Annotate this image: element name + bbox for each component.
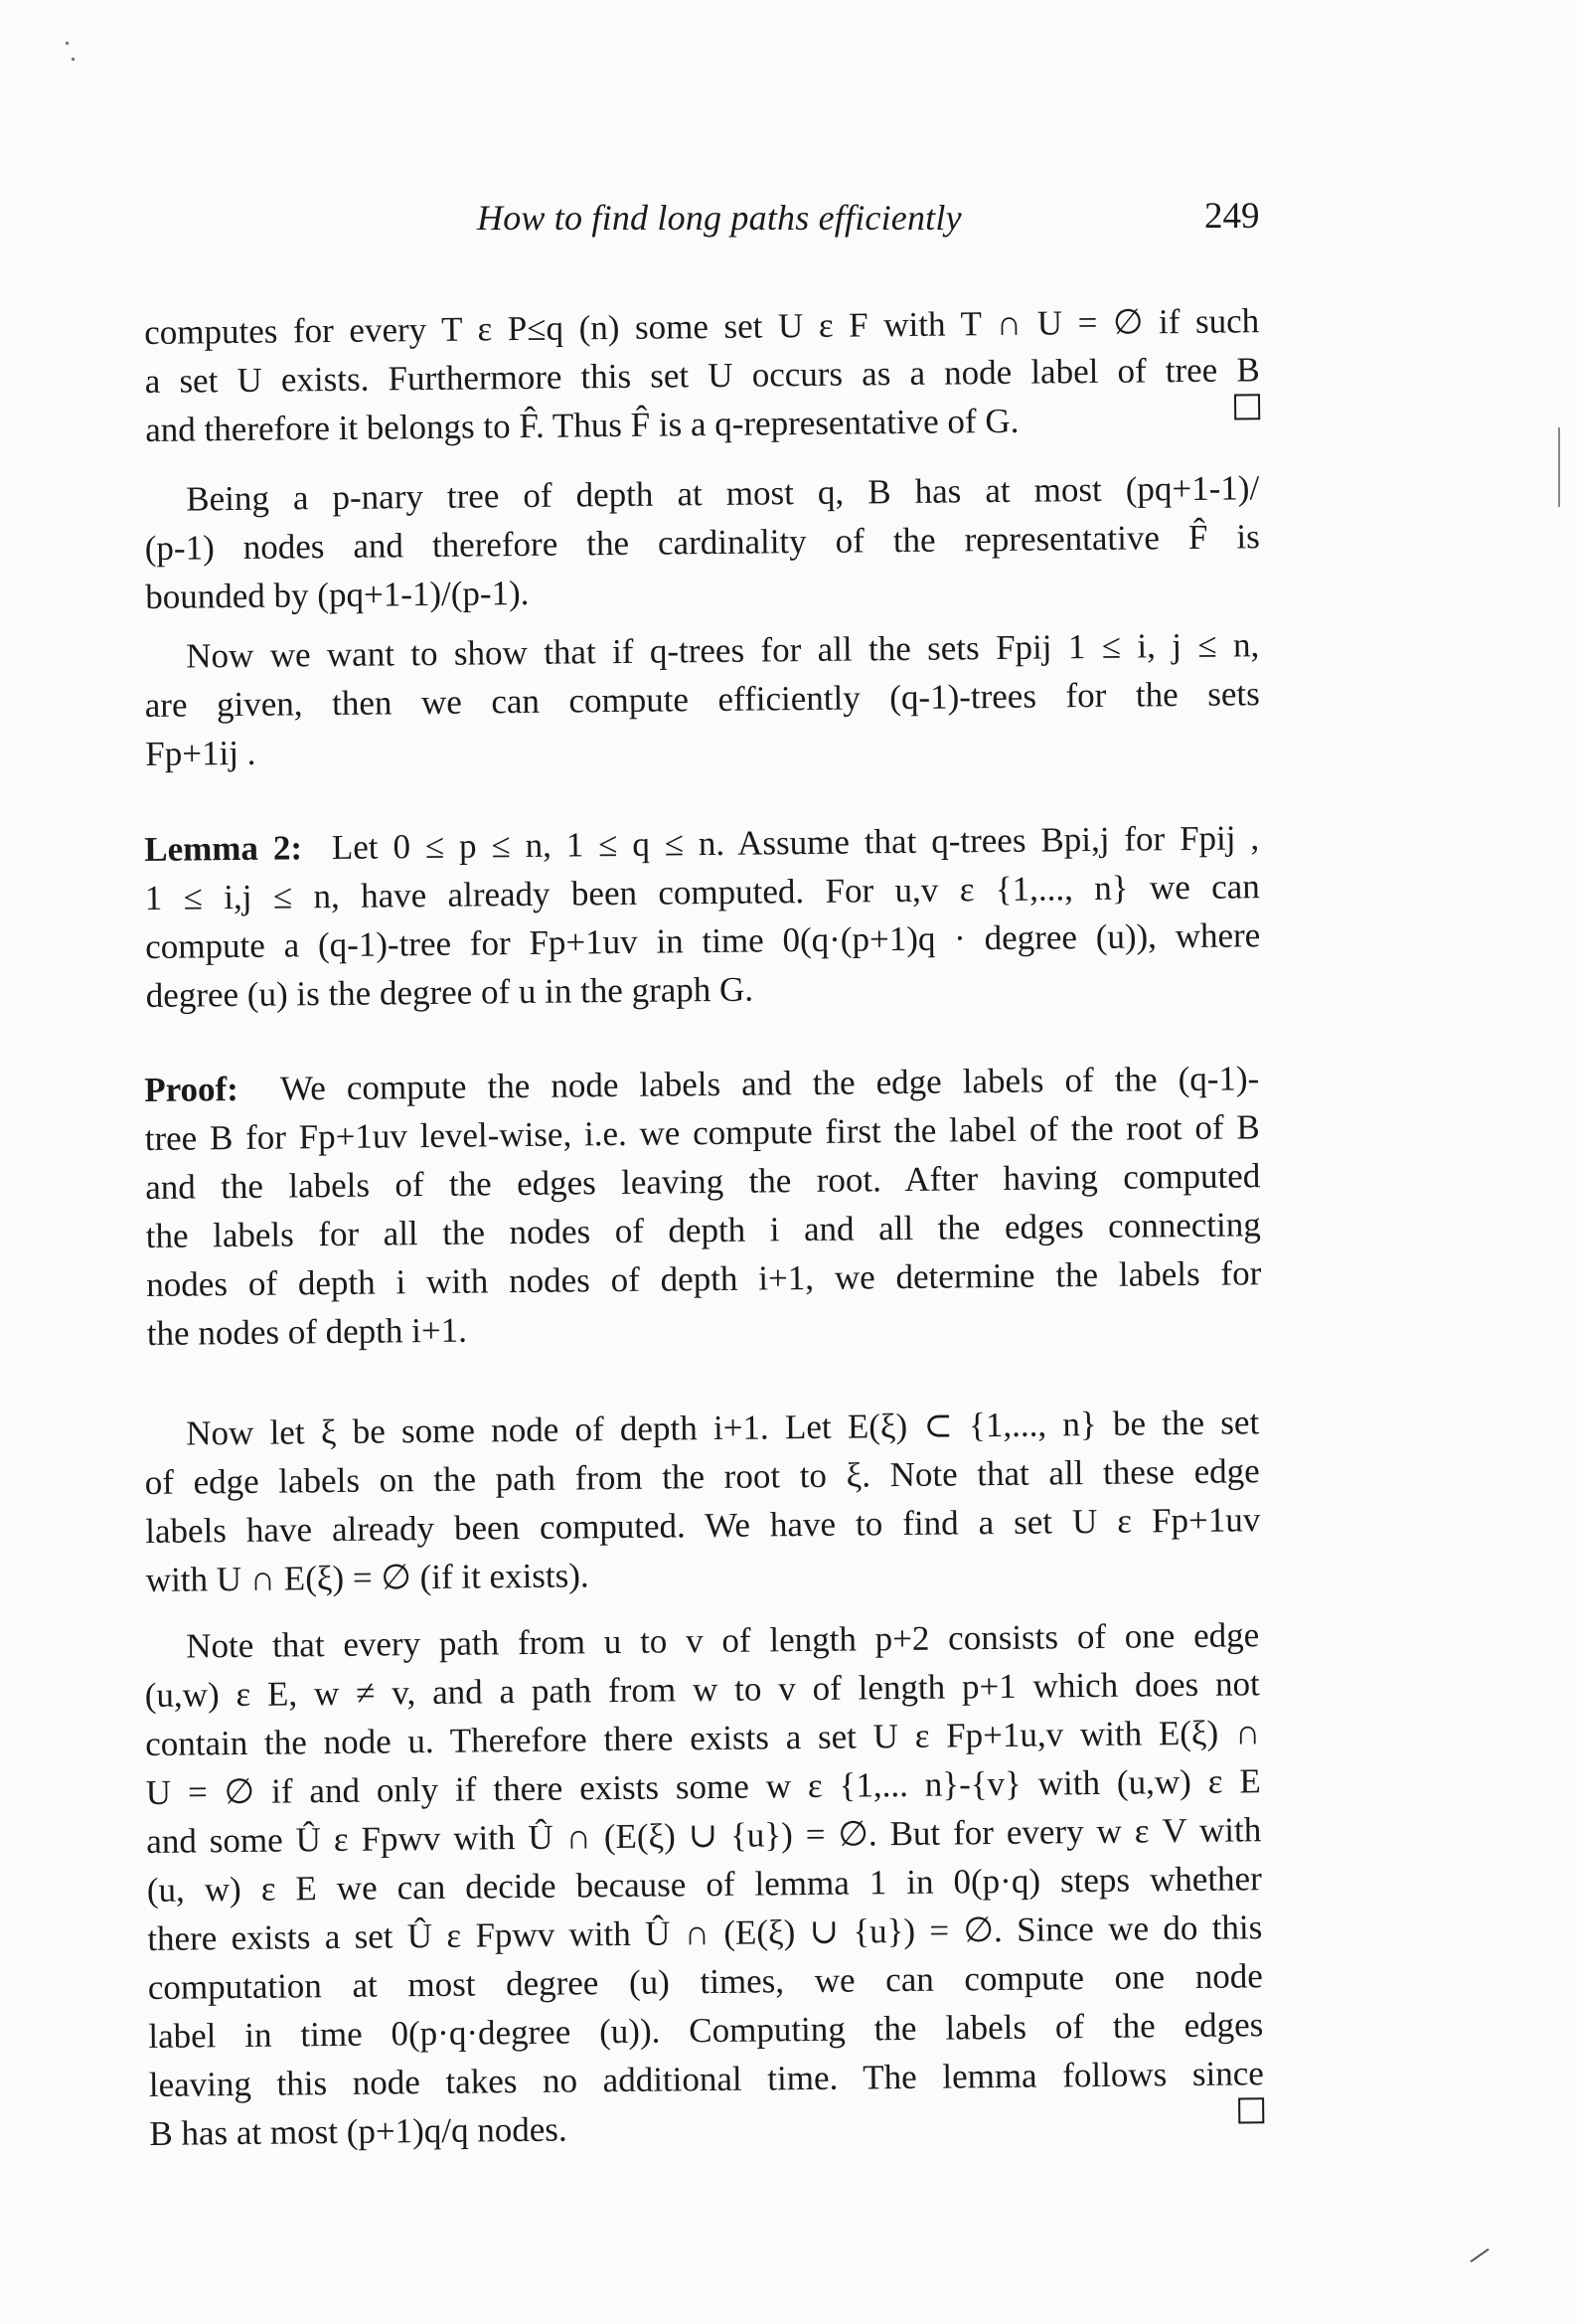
text-line: Now we want to show that if q-trees for all the sets Fpij 1 ≤ i, j ≤ n, xyxy=(186,625,1260,676)
paragraph-intro-lemma xyxy=(144,620,1260,778)
text-line: compute a (q-1)-tree for Fp+1uv in time 0(q·(p+1)q · degree (u)), where xyxy=(145,915,1261,966)
text-line: and therefore it belongs to F̂. Thus F̂ is a q-representative of G. xyxy=(145,394,1260,454)
text-line: tree B for Fp+1uv level-wise, i.e. we compute first the label of the root of B xyxy=(144,1107,1260,1158)
text-line: (u,w) ε E, w ≠ v, and a path from w to v of length p+1 which does not xyxy=(144,1664,1260,1715)
paragraph-path-argument xyxy=(144,1610,1265,2158)
paragraph-cardinality xyxy=(144,463,1260,621)
scan-speck xyxy=(72,58,75,61)
page-number: 249 xyxy=(1204,196,1260,237)
text-line: U = ∅ if and only if there exists some w ε {1,... n}-{v} with (u,w) ε E xyxy=(145,1761,1261,1812)
scan-edge-mark xyxy=(1558,427,1560,507)
text-line: nodes of depth i with nodes of depth i+1, we determine the labels for xyxy=(146,1253,1262,1304)
text-line: degree (u) is the degree of u in the graph G. xyxy=(145,969,754,1015)
text-line: the labels for all the nodes of depth i and all the edges connecting xyxy=(145,1205,1261,1255)
text-line: 1 ≤ i,j ≤ n, have already been computed. For u,v ε {1,..., n} we can xyxy=(144,867,1260,917)
text-line: labels have already been computed. We have to find a set U ε Fp+1uv xyxy=(145,1500,1261,1551)
text-line: are given, then we can compute efficiently (q-1)-trees for the sets xyxy=(144,674,1260,725)
paragraph-node-xi xyxy=(144,1398,1261,1604)
text-line: Lemma 2: Let 0 ≤ p ≤ n, 1 ≤ q ≤ n. Assume that q-trees Bpi,j for Fpij , xyxy=(144,818,1260,869)
lemma-2 xyxy=(144,813,1261,1020)
scan-stroke-mark xyxy=(1470,2248,1489,2262)
text-line: label in time 0(p·q·degree (u)). Computing the labels of the edges xyxy=(148,2005,1264,2056)
text-line: B has at most (p+1)q/q nodes. xyxy=(149,2097,1264,2158)
end-of-proof-box-icon xyxy=(1234,394,1260,419)
proof-paragraph xyxy=(144,1054,1262,1358)
text-line: Fp+1ij . xyxy=(145,733,256,773)
text-line: and some Û ε Fpwv with Û ∩ (E(ξ) ∪ {u}) = ∅. But for every w ε V with xyxy=(146,1810,1262,1861)
text-line: (p-1) nodes and therefore the cardinality of the representative F̂ is xyxy=(144,517,1260,568)
lemma-label: Lemma 2: xyxy=(144,828,303,869)
paragraph-conclusion xyxy=(144,296,1260,454)
text-line: Being a p-nary tree of depth at most q, B has at most (pq+1-1)/ xyxy=(186,468,1260,519)
text-line: bounded by (pq+1-1)/(p-1). xyxy=(145,573,530,616)
text-line: computes for every T ε P≤q (n) some set U ε F with T ∩ U = ∅ if such xyxy=(144,301,1260,352)
text-line: Now let ξ be some node of depth i+1. Let E(ξ) ⊂ {1,..., n} be the set xyxy=(186,1403,1260,1453)
end-of-proof-box-icon xyxy=(1238,2097,1264,2123)
text-line: the nodes of depth i+1. xyxy=(146,1310,468,1353)
text-line: a set U exists. Furthermore this set U occurs as a node label of tree B xyxy=(144,350,1260,401)
text-line: there exists a set Û ε Fpwv with Û ∩ (E(ξ) ∪ {u}) = ∅. Since we do this xyxy=(147,1908,1263,1958)
text-line: (u, w) ε E we can decide because of lemma 1 in 0(p·q) steps whether xyxy=(146,1859,1262,1909)
text-line: contain the node u. Therefore there exists a set U ε Fp+1u,v with E(ξ) ∩ xyxy=(145,1713,1261,1763)
text-line: of edge labels on the path from the root to ξ. Note that all these edge xyxy=(144,1451,1260,1502)
running-title: How to find long paths efficiently xyxy=(477,198,962,238)
scan-speck xyxy=(66,42,69,45)
text-line: and the labels of the edges leaving the root. After having computed xyxy=(145,1156,1261,1207)
text-line: leaving this node takes no additional time. The lemma follows since xyxy=(148,2054,1265,2104)
text-line: Proof: We compute the node labels and the edge labels of the (q-1)- xyxy=(144,1059,1260,1109)
text-line: computation at most degree (u) times, we can compute one node xyxy=(147,1956,1263,2007)
proof-label: Proof: xyxy=(144,1070,239,1109)
text-line: with U ∩ E(ξ) = ∅ (if it exists). xyxy=(145,1556,589,1599)
text-line: Note that every path from u to v of length p+2 consists of one edge xyxy=(186,1615,1260,1666)
